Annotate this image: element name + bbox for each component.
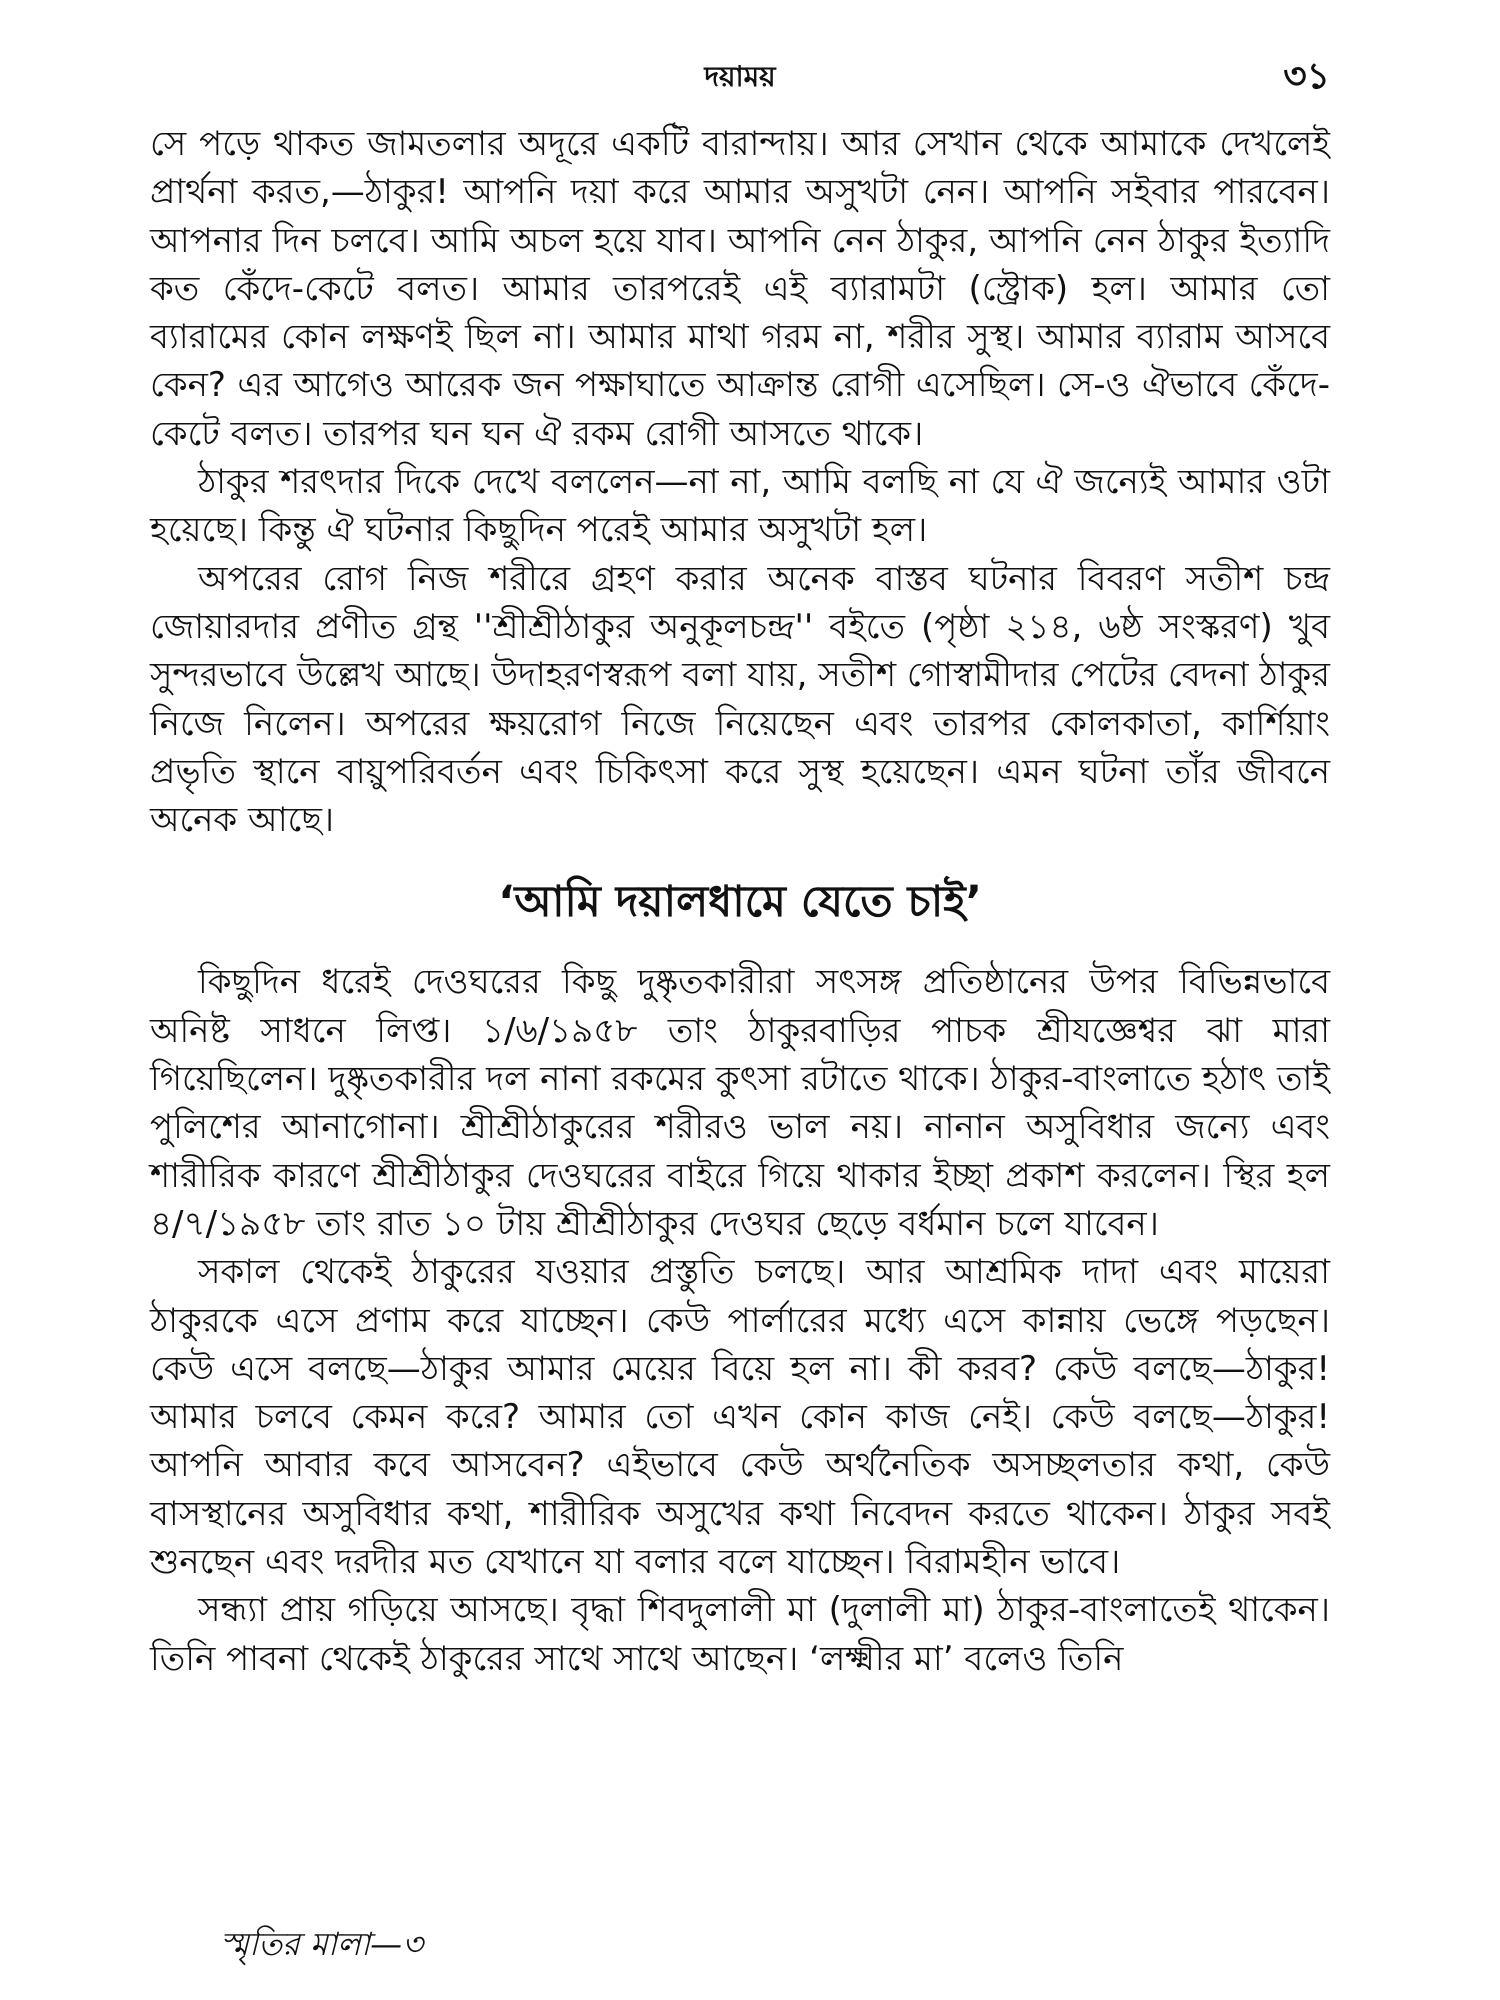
running-title: দয়াময় bbox=[704, 60, 776, 93]
section-heading: ‘আমি দয়ালধামে যেতে চাই’ bbox=[498, 877, 982, 928]
footer-signature: স্মৃতির মালা—৩ bbox=[220, 1925, 423, 1963]
paragraph: সে পড়ে থাকত জামতলার অদূরে একটি বারান্দায়। আর সেখান থেকে আমাকে দেখলেই প্রার্থনা করত,—ঠাকুর! আপনি দয়া করে আমার অসুখটা নেন। আপনি সইবার পারবেন। আপনার দিন চলবে। আমি অচল হয়ে যাব। আপনি নেন ঠাকুর, আপনি নেন ঠাকুর ইত্যাদি কত কেঁদে-কেটে বলত। আমার তারপরেই এই ব্যারামটা (স্ট্রোক) হল। আমার তো ব্যারামের কোন লক্ষণই ছিল না। আমার মাথা গরম না, শরীর সুস্থ। আমার ব্যারাম আসবে কেন? এর আগেও আরেক জন পক্ষাঘাতে আক্রান্ত রোগী এসেছিল। সে-ও ঐভাবে কেঁদে-কেটে বলত। তারপর ঘন ঘন ঐ রকম রোগী আসতে থাকে। bbox=[150, 124, 1330, 454]
running-header bbox=[150, 52, 1330, 102]
body-text bbox=[150, 120, 1330, 1683]
paragraph: সন্ধ্যা প্রায় গড়িয়ে আসছে। বৃদ্ধা শিবদুলালী মা (দুলালী মা) ঠাকুর-বাংলাতেই থাকেন। তিনি পাবনা থেকেই ঠাকুরের সাথে সাথে আছেন। ‘লক্ষ্মীর মা’ বলেও তিনি bbox=[150, 1590, 1330, 1679]
paragraph: সকাল থেকেই ঠাকুরের যওয়ার প্রস্তুতি চলছে। আর আশ্রমিক দাদা এবং মায়েরা ঠাকুরকে এসে প্রণাম করে যাচ্ছেন। কেউ পার্লারের মধ্যে এসে কান্নায় ভেঙ্গে পড়ছেন। কেউ এসে বলছে—ঠাকুর আমার মেয়ের বিয়ে হল না। কী করব? কেউ বলছে—ঠাকুর! আমার চলবে কেমন করে? আমার তো এখন কোন কাজ নেই। কেউ বলছে—ঠাকুর! আপনি আবার কবে আসবেন? এইভাবে কেউ অর্থনৈতিক অসচ্ছলতার কথা, কেউ বাসস্থানের অসুবিধার কথা, শারীরিক অসুখের কথা নিবেদন করতে থাকেন। ঠাকুর সবই শুনছেন এবং দরদীর মত যেখানে যা বলার বলে যাচ্ছেন। বিরামহীন ভাবে। bbox=[150, 1252, 1330, 1583]
paragraph: অপরের রোগ নিজ শরীরে গ্রহণ করার অনেক বাস্তব ঘটনার বিবরণ সতীশ চন্দ্র জোয়ারদার প্রণীত গ্রন্থ ''শ্রীশ্রীঠাকুর অনুকূলচন্দ্র'' বইতে (পৃষ্ঠা ২১৪, ৬ষ্ঠ সংস্করণ) খুব সুন্দরভাবে উল্লেখ আছে। উদাহরণস্বরূপ বলা যায়, সতীশ গোস্বামীদার পেটের বেদনা ঠাকুর নিজে নিলেন। অপরের ক্ষয়রোগ নিজে নিয়েছেন এবং তারপর কোলকাতা, কার্শিয়াং প্রভৃতি স্থানে বায়ুপরিবর্তন এবং চিকিৎসা করে সুস্থ হয়েছেন। এমন ঘটনা তাঁর জীবনে অনেক আছে। bbox=[150, 558, 1330, 841]
page-number: ৩১ bbox=[1283, 56, 1330, 97]
paragraph: ঠাকুর শরৎদার দিকে দেখে বললেন—না না, আমি বলছি না যে ঐ জন্যেই আমার ওটা হয়েছে। কিন্তু ঐ ঘটনার কিছুদিন পরেই আমার অসুখটা হল। bbox=[150, 462, 1330, 551]
paragraph: কিছুদিন ধরেই দেওঘরের কিছু দুষ্কৃতকারীরা সৎসঙ্গ প্রতিষ্ঠানের উপর বিভিন্নভাবে অনিষ্ট সাধনে লিপ্ত। ১/৬/১৯৫৮ তাং ঠাকুরবাড়ির পাচক শ্রীযজ্ঞেশ্বর ঝা মারা গিয়েছিলেন। দুষ্কৃতকারীর দল নানা রকমের কুৎসা রটাতে থাকে। ঠাকুর-বাংলাতে হঠাৎ তাই পুলিশের আনাগোনা। শ্রীশ্রীঠাকুরের শরীরও ভাল নয়। নানান অসুবিধার জন্যে এবং শারীরিক কারণে শ্রীশ্রীঠাকুর দেওঘরের বাইরে গিয়ে থাকার ইচ্ছা প্রকাশ করলেন। স্থির হল ৪/৭/১৯৫৮ তাং রাত ১০ টায় শ্রীশ্রীঠাকুর দেওঘর ছেড়ে বর্ধমান চলে যাবেন। bbox=[150, 962, 1330, 1244]
